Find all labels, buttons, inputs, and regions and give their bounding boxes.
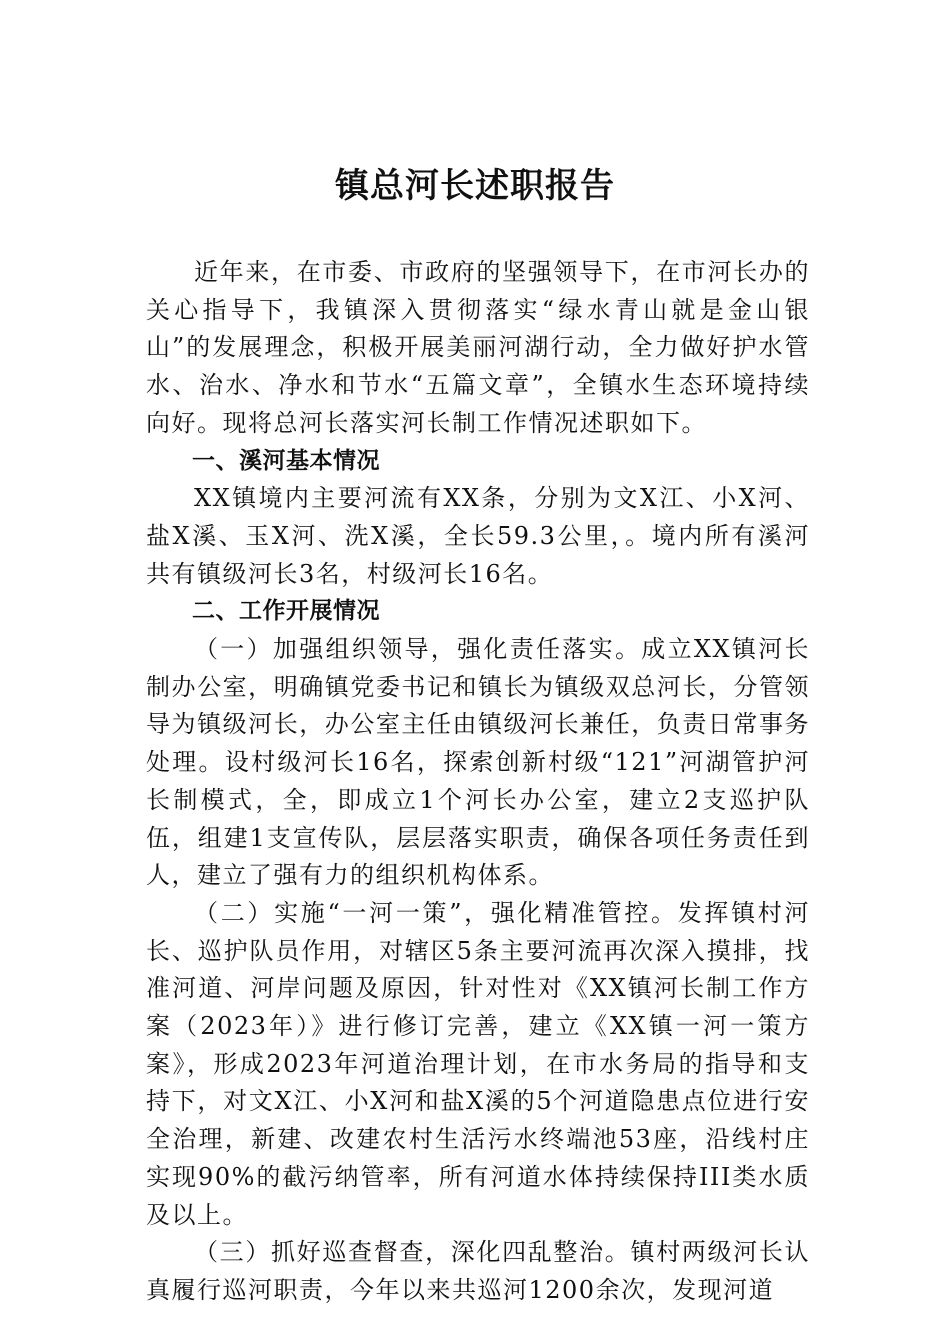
work-item-1-text: 成立XX镇河长制办公室，明确镇党委书记和镇长为镇级双总河长，分管领导为镇级河长，办公室主任由镇级河长兼任，负责日常事务处理。设村级河长16名，探索创新村级“121”河湖管护河长制模式，全，即成立1个河长办公室，建立2支巡护队伍，组建1支宣传队，层层落实职责，确保各项任务责任到人，建立了强有力的组织机构体系。 [146, 635, 811, 890]
section-basic-paragraph: XX镇境内主要河流有XX条，分别为文X江、小X河、盐X溪、玉X河、洗X溪，全长59.3公里，。境内所有溪河共有镇级河长3名，村级河长16名。 [146, 484, 810, 588]
work-item-1 [146, 631, 810, 895]
work-item-2 [146, 895, 810, 1234]
section-heading-basic: 一、溪河基本情况 [192, 447, 380, 474]
work-item-3 [146, 1234, 810, 1309]
section-heading-work: 二、工作开展情况 [192, 598, 380, 625]
work-item-3-lead: （三）抓好巡查督查，深化四乱整治。 [194, 1238, 631, 1267]
document-body [146, 254, 810, 1310]
work-item-2-lead: （二）实施“一河一策”，强化精准管控。 [194, 898, 678, 927]
intro-paragraph: 近年来，在市委、市政府的坚强领导下，在市河长办的关心指导下，我镇深入贯彻落实“绿水青山就是金山银山”的发展理念，积极开展美丽河湖行动，全力做好护水管水、治水、净水和节水“五篇文章”，全镇水生态环境持续向好。现将总河长落实河长制工作情况述职如下。 [146, 258, 810, 437]
work-item-3-text: 镇村两级河长认真履行巡河职责，今年以来共巡河1200余次，发现河道 [146, 1238, 811, 1304]
work-item-2-text: 发挥镇村河长、巡护队员作用，对辖区5条主要河流再次深入摸排，找准河道、河岸问题及原因，针对性对《XX镇河长制工作方案（2023年）》进行修订完善，建立《XX镇一河一策方案》，形成2023年河道治理计划，在市水务局的指导和支持下，对文X江、小X河和盐X溪的5个河道隐患点位进行安全治理，新建、改建农村生活污水终端池53座，沿线村庄实现90%的截污纳管率，所有河道水体持续保持III类水质及以上。 [146, 898, 810, 1229]
document-title: 镇总河长述职报告 [335, 166, 615, 206]
work-item-1-lead: （一）加强组织领导，强化责任落实。 [194, 635, 642, 664]
